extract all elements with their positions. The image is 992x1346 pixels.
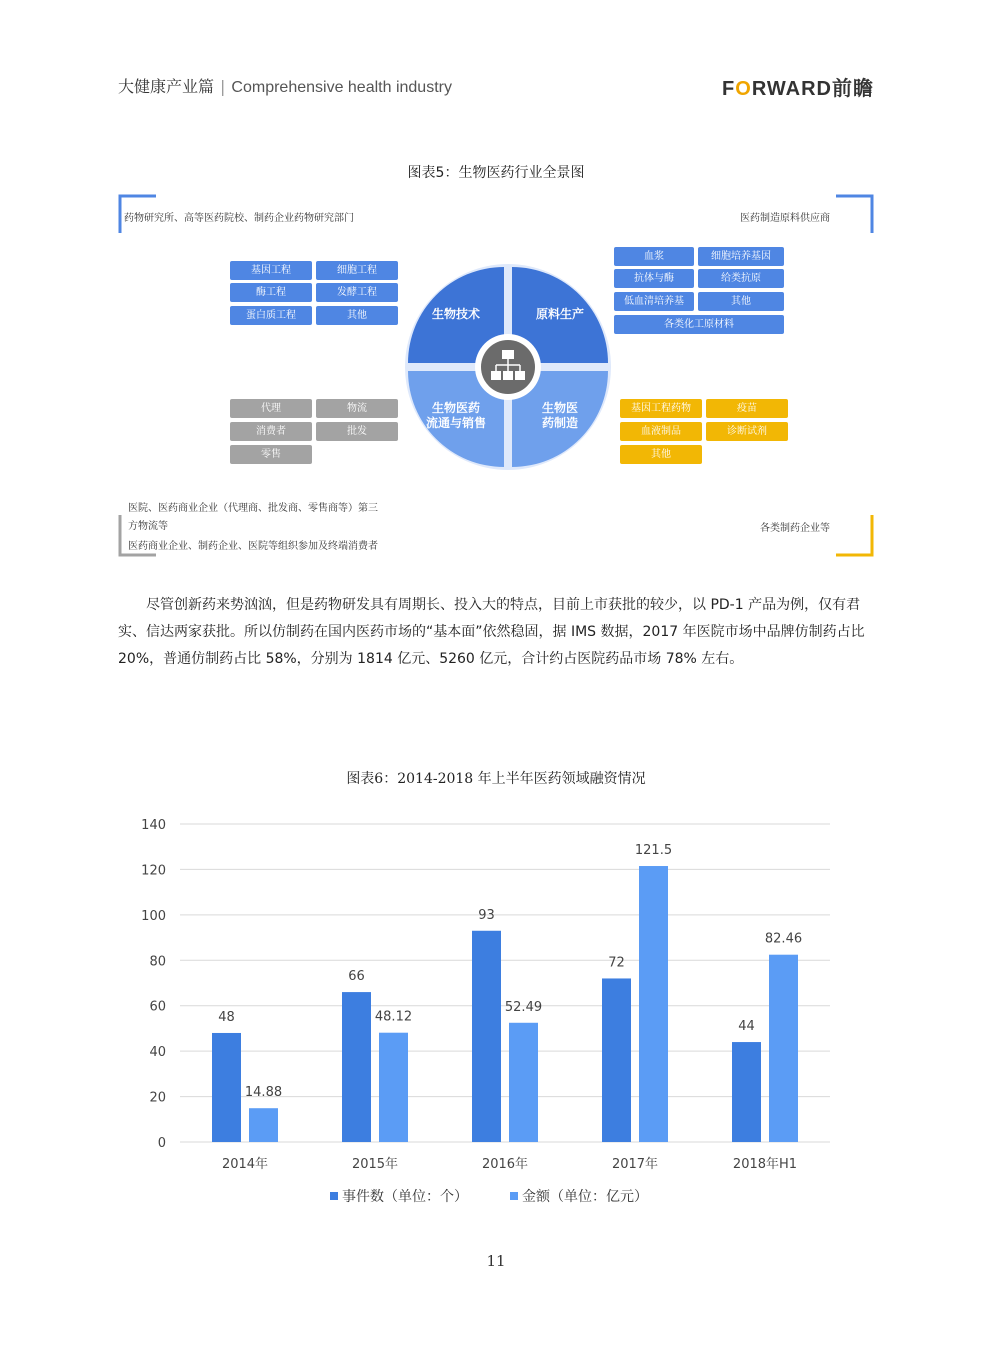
y-tick-label: 140 [141,818,166,833]
figure5-title: 图表5：生物医药行业全景图 [407,165,585,181]
legend-swatch [330,1192,338,1200]
box-gene-engineering: 基因工程 [230,261,312,280]
legend-label: 金额（单位：亿元） [522,1189,648,1205]
top-left-label: 药物研究所、高等医药院校、制药企业药物研究部门 [124,213,354,224]
data-label: 48 [218,1009,235,1025]
quadrant-manufacture-1: 生物医 [542,401,579,415]
quadrant-distribution-2: 流通与销售 [426,416,487,430]
bottom-left-label-3: 医药商业企业、制药企业、医院等组织参加及终端消费者 [128,541,378,552]
quadrant-manufacture-2: 药制造 [542,416,579,430]
bottom-right-label: 各类制药企业等 [760,523,830,534]
x-category-label: 2018年H1 [732,1157,798,1172]
x-category-label: 2015年 [351,1157,399,1172]
data-label: 93 [478,907,495,923]
box-logistics: 物流 [316,399,398,418]
data-label: 82.46 [764,931,803,947]
box-other-biotech: 其他 [316,306,398,325]
quadrant-distribution-1: 生物医药 [432,401,481,415]
data-label: 52.49 [504,999,543,1015]
data-label: 121.5 [634,843,673,859]
header-separator: | [220,77,226,96]
box-antibody-enzyme: 抗体与酶 [614,269,694,288]
box-other-raw: 其他 [698,292,784,311]
bar [639,866,668,1142]
data-label: 44 [738,1019,755,1035]
bar [249,1108,278,1142]
y-tick-label: 0 [157,1136,166,1151]
figure6-title: 图表6：2014-2018 年上半年医药领域融资情况 [346,771,646,787]
box-consumer: 消费者 [230,422,312,441]
x-category-label: 2017年 [611,1157,659,1172]
y-tick-label: 40 [149,1045,166,1061]
box-other-manufacture: 其他 [620,445,702,464]
x-category-label: 2016年 [481,1157,529,1172]
legend-label: 事件数（单位：个） [342,1189,468,1205]
data-label: 48.12 [374,1009,413,1025]
box-plasma: 血浆 [614,247,694,266]
bar [342,992,371,1142]
box-agent: 代理 [230,399,312,418]
box-cell-culture: 细胞培养基因 [698,247,784,266]
quadrant-biotech: 生物技术 [432,307,481,321]
data-label: 72 [608,955,625,971]
box-cell-engineering: 细胞工程 [316,261,398,280]
box-chemical-raw: 各类化工原材料 [614,315,784,334]
x-category-label: 2014年 [221,1157,269,1172]
quadrant-raw-material: 原料生产 [536,307,585,321]
bottom-left-label-1: 医院、医药商业企业（代理商、批发商、零售商等）第三 [128,503,378,514]
financing-bar-chart [118,808,858,1218]
box-low-serum: 低血清培养基 [614,292,694,311]
bar [732,1042,761,1142]
box-fermentation: 发酵工程 [316,283,398,302]
header-section-title [118,74,452,97]
box-gene-drug: 基因工程药物 [620,399,702,418]
legend-swatch [510,1192,518,1200]
box-wholesale: 批发 [316,422,398,441]
bar [212,1033,241,1142]
y-tick-label: 100 [141,908,166,924]
box-retail: 零售 [230,445,312,464]
industry-panorama-diagram [118,193,874,559]
box-blood-products: 血液制品 [620,422,702,441]
y-tick-label: 80 [149,954,166,970]
bar [509,1023,538,1142]
y-tick-label: 20 [149,1090,166,1106]
bottom-left-label-2: 方物流等 [128,521,168,532]
data-label: 66 [348,969,365,985]
box-vaccine: 疫苗 [706,399,788,418]
bar [602,978,631,1142]
y-tick-label: 60 [149,999,166,1015]
header-section-en: Comprehensive health industry [231,79,452,96]
page-number: 11 [486,1252,506,1270]
bar [379,1033,408,1142]
box-diagnostic-reagent: 诊断试剂 [706,422,788,441]
bar [769,955,798,1142]
body-paragraph: 尽管创新药来势汹汹，但是药物研发具有周期长、投入大的特点，目前上市获批的较少，以 PD-1 产品为例，仅有君实、信达两家获批。所以仿制药在国内医药市场的“基本面”依然稳固，据 IMS 数据，2017 年医院市场中品牌仿制药占比 20%，普通仿制药占比 58%，分别为 1814 亿元、5260 亿元，合计约占医院药品市场 78% 左右。 [118,597,865,667]
data-label: 14.88 [244,1085,283,1101]
financing-chart-svg [118,808,858,1218]
forward-logo: FORWARD前瞻 [722,78,874,100]
header-section-cn: 大健康产业篇 [118,77,215,96]
box-antigen: 给类抗原 [698,269,784,288]
y-tick-label: 120 [141,863,166,879]
box-protein-engineering: 蛋白质工程 [230,306,312,325]
bar [472,931,501,1142]
box-enzyme-engineering: 酶工程 [230,283,312,302]
top-right-label: 医药制造原料供应商 [740,213,830,224]
